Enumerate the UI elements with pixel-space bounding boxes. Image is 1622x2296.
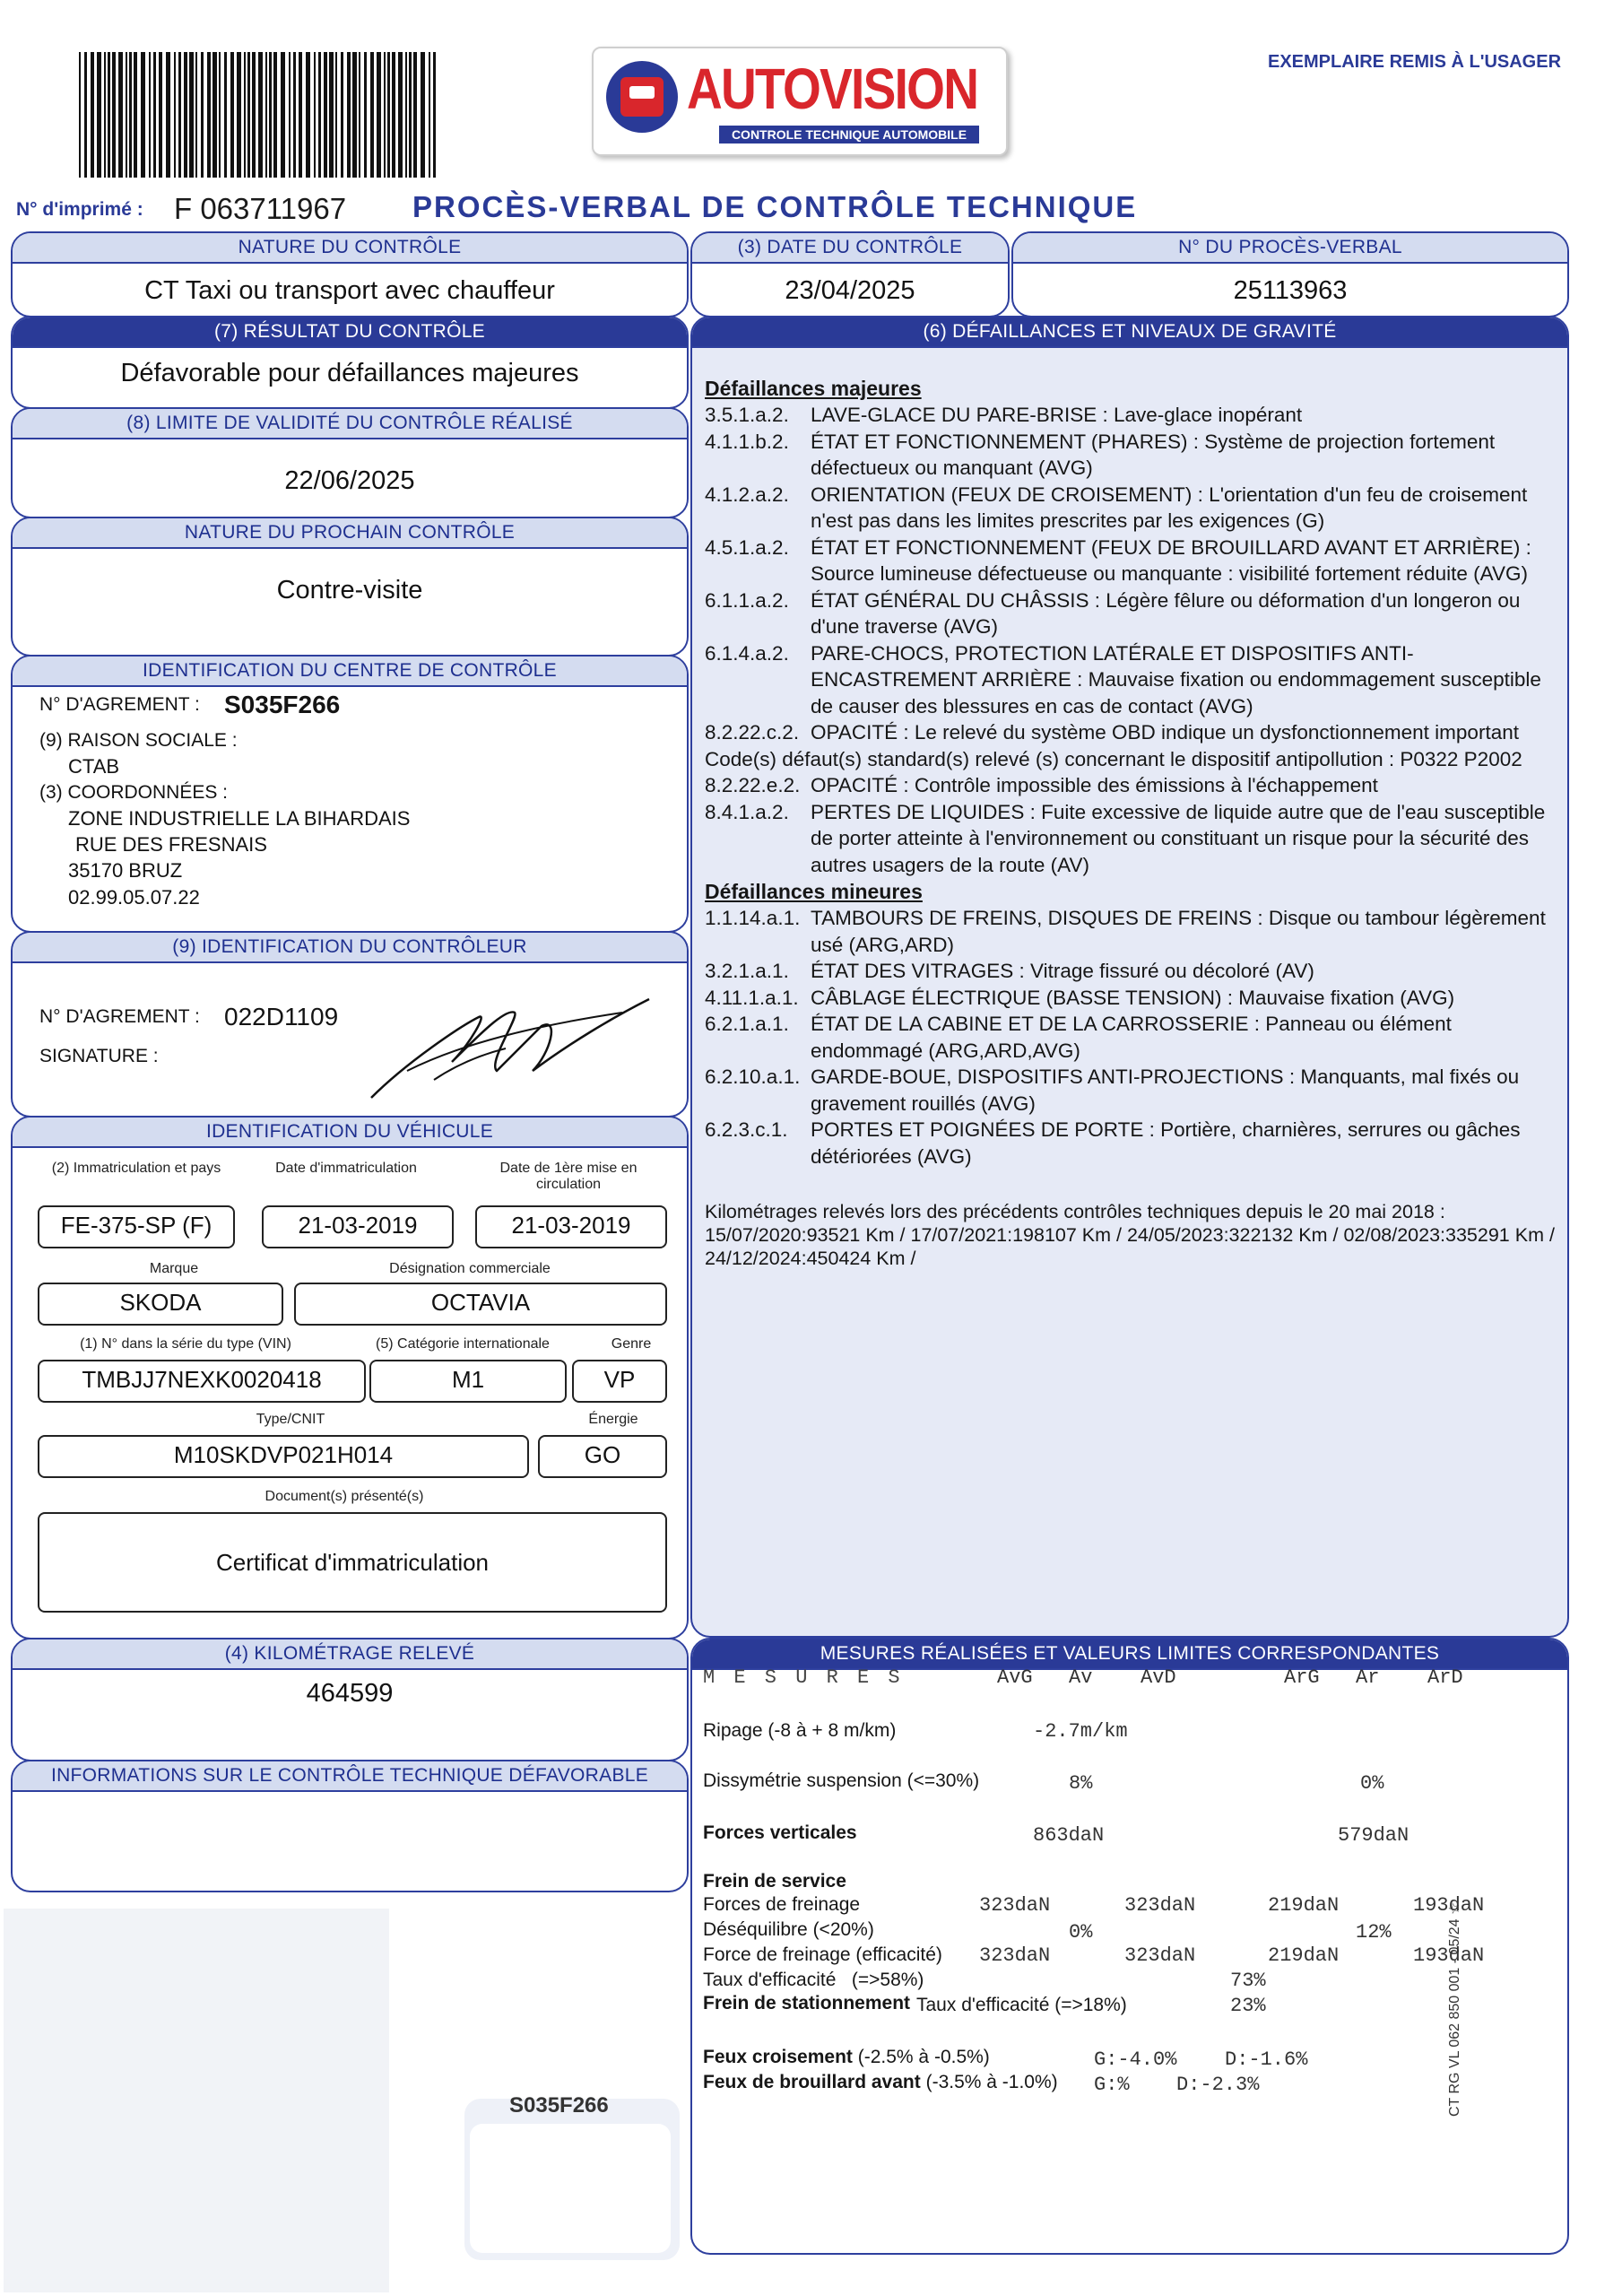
nature-controle-header: NATURE DU CONTRÔLE [13,233,687,264]
ripage-value: -2.7m/km [1033,1720,1128,1743]
defaillance-mineure-code: 1.1.14.a.1. [705,907,801,929]
defaillance-mineure-item [705,985,1557,1012]
defaillance-majeure-item [705,587,1557,640]
stamp-code: S035F266 [509,2093,609,2118]
defaillance-majeure-code: 6.1.4.a.2. [705,641,789,665]
type-label: Type/CNIT [256,1412,325,1427]
defaillance-majeure-code: 3.5.1.a.2. [705,404,789,426]
page-title: PROCÈS-VERBAL DE CONTRÔLE TECHNIQUE [412,190,1138,223]
efficacite-ard: 193daN [1413,1944,1485,1967]
feux-brouillard-limits: (-3.5% à -1.0%) [925,2072,1058,2092]
defaillance-majeure-text: ORIENTATION (FEUX DE CROISEMENT) : L'orientation d'un feu de croisement n'est pas dans les limites prescrites par les exigences (G) [811,483,1528,532]
defaillance-mineure-item [705,1064,1557,1117]
kilometrage-value: 464599 [306,1679,394,1708]
feux-croisement-limits: (-2.5% à -0.5%) [857,2047,990,2067]
defaillance-mineure-code: 4.11.1.a.1. [705,986,799,1009]
defaillance-majeure-item [705,429,1557,482]
feux-brouillard-label [703,2072,1058,2093]
stationnement-taux-label: Taux d'efficacité (=>18%) [916,1995,1127,2015]
resultat-panel [11,316,689,409]
kilometrage-header: (4) KILOMÉTRAGE RELEVÉ [13,1639,687,1670]
autovision-logo [592,47,1008,156]
pv-number-value: 25113963 [1233,276,1348,305]
efficacite-label: Force de freinage (efficacité) [703,1944,942,1965]
feux-croisement-label [703,2047,990,2068]
energie-field: GO [538,1435,667,1478]
defaillance-majeure-text: OPACITÉ : Le relevé du système OBD indique un dysfonctionnement important [811,721,1519,744]
defaillance-mineure-text: GARDE-BOUE, DISPOSITIFS ANTI-PROJECTIONS : Manquants, mal fixés ou gravement rouillés (AVG) [811,1065,1520,1115]
defaillance-majeure-code: 8.2.22.c.2. [705,721,800,744]
feux-brouillard-d: D:-2.3% [1176,2074,1260,2096]
col-ar: Ar [1356,1666,1380,1689]
frein-service-label: Frein de service [703,1871,846,1892]
vin-field: TMBJJ7NEXK0020418 [38,1360,366,1403]
col-avg: AvG [997,1666,1033,1689]
side-reference: CT RG VL 062 850 001 - 05/24 ☆ [1447,1901,1462,2117]
limite-validite-header: (8) LIMITE DE VALIDITÉ DU CONTRÔLE RÉALISÉ [13,409,687,439]
desequilibre-label: Déséquilibre (<20%) [703,1919,874,1940]
defaillance-mineure-code: 6.2.10.a.1. [705,1065,801,1088]
defaillance-majeure-text: ÉTAT ET FONCTIONNEMENT (PHARES) : Système de projection fortement défectueux ou manquant (AVG) [811,430,1496,479]
signature-image [353,972,658,1107]
taux-efficacite-label: Taux d'efficacité (=>58%) [703,1970,924,1990]
forces-verticales-label: Forces verticales [703,1822,857,1843]
defaillance-majeure-code: 8.4.1.a.2. [705,800,789,823]
centre-header: IDENTIFICATION DU CENTRE DE CONTRÔLE [13,657,687,687]
efficacite-avd: 323daN [1124,1944,1196,1967]
forces-verticales-ar: 579daN [1338,1824,1409,1847]
print-number-label: N° d'imprimé : [16,199,143,220]
designation-field: OCTAVIA [294,1283,667,1326]
defaillance-majeure-text: LAVE-GLACE DU PARE-BRISE : Lave-glace inopérant [811,404,1303,426]
forces-freinage-label: Forces de freinage [703,1894,861,1915]
barcode [79,52,436,178]
brand-name: AUTOVISION [687,57,978,121]
col-av: Av [1069,1666,1093,1689]
forces-freinage-arg: 219daN [1268,1894,1340,1917]
majeures-title: Défaillances majeures [705,377,922,400]
date-controle-value: 23/04/2025 [785,276,915,305]
prochain-controle-value: Contre-visite [276,576,423,604]
infos-defavorable-header: INFORMATIONS SUR LE CONTRÔLE TECHNIQUE DÉFAVORABLE [13,1761,687,1792]
defaillance-majeure-text: ÉTAT ET FONCTIONNEMENT (FEUX DE BROUILLARD AVANT ET ARRIÈRE) : Source lumineuse défectueuse ou manquante : visibilité fortement réduite (AVG) [811,535,1531,585]
date-mec-field: 21-03-2019 [475,1205,667,1248]
defaillance-majeure-item [705,799,1557,879]
vehicule-panel [11,1116,689,1639]
defaillance-mineure-item [705,1011,1557,1064]
defaillance-mineure-item [705,905,1557,958]
phone-number: 02.99.05.07.22 [68,886,200,909]
defaillance-mineure-text: CÂBLAGE ÉLECTRIQUE (BASSE TENSION) : Mauvaise fixation (AVG) [811,986,1455,1009]
defaillance-majeure-item [705,482,1557,535]
defaillance-majeure-text: PERTES DE LIQUIDES : Fuite excessive de liquide autre que de l'eau susceptible de porter atteinte à l'environnement ou constituant un risque pour la sécurité des autres usagers de la route (AV) [811,800,1546,876]
forces-verticales-av: 863daN [1033,1824,1105,1847]
genre-field: VP [572,1360,667,1403]
date-immat-label: Date d'immatriculation [275,1161,417,1176]
raison-sociale-label: (9) RAISON SOCIALE : [39,730,238,751]
defaillance-majeure-text: OPACITÉ : Contrôle impossible des émissions à l'échappement [811,774,1378,796]
desequilibre-ar: 12% [1356,1921,1392,1944]
defaillance-majeure-code: 8.2.22.e.2. [705,774,801,796]
col-avd: AvD [1141,1666,1176,1689]
majeures-suite-list [705,772,1557,878]
defaillance-majeure-code: 4.5.1.a.2. [705,535,789,559]
dissym-av: 8% [1069,1772,1093,1795]
centre-panel [11,655,689,933]
pv-number-panel [1011,231,1569,317]
mesures-col-head: M E S U R E S [703,1666,904,1689]
defaillance-majeure-text: ÉTAT GÉNÉRAL DU CHÂSSIS : Légère fêlure ou déformation d'un longeron ou d'une traverse (AVG) [811,588,1521,638]
defaillance-majeure-item [705,772,1557,799]
prochain-controle-panel [11,517,689,657]
documents-value: Certificat d'immatriculation [215,1549,490,1576]
documents-field [38,1512,667,1613]
defaillance-mineure-item [705,1117,1557,1170]
signature-label: SIGNATURE : [39,1046,159,1066]
infos-defavorable-panel [11,1760,689,1892]
categorie-label: (5) Catégorie internationale [376,1336,550,1352]
defaillance-majeure-item [705,402,1557,429]
designation-label: Désignation commerciale [389,1261,551,1276]
kilometrages-history: Kilométrages relevés lors des précédents contrôles techniques depuis le 20 mai 2018 : 15/07/2020:93521 Km / 17/07/2021:198107 Km / 24/05/2023:322132 Km / 02/08/2023:335291 Km / 24/12/2024:450424 Km / [705,1201,1555,1269]
desequilibre-av: 0% [1069,1921,1093,1944]
defaillance-majeure-item [705,640,1557,720]
date-immat-field: 21-03-2019 [262,1205,454,1248]
nature-controle-panel [11,231,689,317]
blank-area [4,1909,389,2292]
marque-label: Marque [149,1261,199,1276]
print-number: F 063711967 [174,192,347,225]
feux-croisement-d: D:-1.6% [1225,2048,1308,2071]
defaillance-mineure-code: 6.2.3.c.1. [705,1118,788,1141]
antipollution-note: Code(s) défaut(s) standard(s) relevé (s) concernant le dispositif antipollution : P0322 P2002 [705,747,1522,770]
energie-label: Énergie [588,1412,638,1427]
brand-tagline: CONTROLE TECHNIQUE AUTOMOBILE [719,126,979,144]
genre-label: Genre [611,1336,652,1352]
mineures-title: Défaillances mineures [705,880,923,903]
address-line-2: RUE DES FRESNAIS [75,833,267,856]
vehicule-header: IDENTIFICATION DU VÉHICULE [13,1118,687,1148]
feux-croisement-g: G:-4.0% [1094,2048,1177,2071]
immat-field: FE-375-SP (F) [38,1205,235,1248]
controleur-agrement-value: 022D1109 [224,1003,339,1031]
resultat-header: (7) RÉSULTAT DU CONTRÔLE [13,317,687,348]
date-mec-label: Date de 1ère mise en circulation [499,1161,638,1192]
raison-sociale-value: CTAB [68,755,120,778]
defaillance-mineure-item [705,958,1557,985]
copy-note: EXEMPLAIRE REMIS À L'USAGER [1268,52,1562,72]
documents-label: Document(s) présenté(s) [265,1489,424,1504]
defaillance-majeure-code: 6.1.1.a.2. [705,588,789,612]
kilometrage-panel [11,1638,689,1761]
defaillances-panel [690,316,1569,1638]
feux-croisement-name: Feux croisement [703,2047,853,2067]
ripage-label: Ripage (-8 à + 8 m/km) [703,1720,897,1741]
defaillances-list [705,375,1557,1270]
address-line-3: 35170 BRUZ [68,859,183,882]
defaillance-mineure-text: TAMBOURS DE FREINS, DISQUES DE FREINS : Disque ou tambour légèrement usé (ARG,ARD) [811,907,1546,956]
nature-controle-value: CT Taxi ou transport avec chauffeur [144,276,555,305]
vin-label: (1) N° dans la série du type (VIN) [80,1336,291,1352]
resultat-value: Défavorable pour défaillances majeures [120,359,579,387]
marque-field: SKODA [38,1283,283,1326]
stamp-box [464,2093,680,2260]
date-controle-panel [690,231,1010,317]
dissym-label: Dissymétrie suspension (<=30%) [703,1770,980,1791]
controleur-header: (9) IDENTIFICATION DU CONTRÔLEUR [13,933,687,963]
defaillance-majeure-item [705,535,1557,587]
centre-agrement-label: N° D'AGREMENT : [39,694,200,715]
centre-agrement-value: S035F266 [224,691,341,718]
defaillance-majeure-item [705,719,1557,746]
immat-label: (2) Immatriculation et pays [51,1161,221,1176]
controleur-panel [11,931,689,1118]
defaillance-majeure-text: PARE-CHOCS, PROTECTION LATÉRALE ET DISPOSITIFS ANTI-ENCASTREMENT ARRIÈRE : Mauvaise fixation ou endommagement susceptible de causer des blessures en cas de contact (AVG) [811,641,1541,718]
defaillance-mineure-text: ÉTAT DES VITRAGES : Vitrage fissuré ou décoloré (AV) [811,960,1314,982]
type-field: M10SKDVP021H014 [38,1435,529,1478]
feux-brouillard-g: G:% [1094,2074,1130,2096]
prochain-controle-header: NATURE DU PROCHAIN CONTRÔLE [13,518,687,549]
pv-number-header: N° DU PROCÈS-VERBAL [1013,233,1567,264]
defaillance-mineure-text: ÉTAT DE LA CABINE ET DE LA CARROSSERIE : Panneau ou élément endommagé (ARG,ARD,AVG) [811,1013,1452,1062]
forces-freinage-avd: 323daN [1124,1894,1196,1917]
defaillance-majeure-code: 4.1.1.b.2. [705,430,789,453]
logo-emblem-icon [606,61,678,133]
stationnement-taux-value: 23% [1230,1995,1266,2017]
defaillance-mineure-code: 3.2.1.a.1. [705,960,789,982]
defaillance-mineure-code: 6.2.1.a.1. [705,1013,789,1035]
forces-freinage-avg: 323daN [979,1894,1051,1917]
col-ard: ArD [1427,1666,1463,1689]
limite-validite-value: 22/06/2025 [284,466,415,495]
limite-validite-panel [11,407,689,518]
defaillances-header: (6) DÉFAILLANCES ET NIVEAUX DE GRAVITÉ [692,317,1567,348]
taux-efficacite-value: 73% [1230,1970,1266,1992]
controleur-agrement-label: N° D'AGREMENT : [39,1006,200,1027]
majeures-list [705,402,1557,746]
mesures-header: MESURES RÉALISÉES ET VALEURS LIMITES CORRESPONDANTES [692,1639,1567,1670]
efficacite-avg: 323daN [979,1944,1051,1967]
efficacite-arg: 219daN [1268,1944,1340,1967]
col-arg: ArG [1284,1666,1320,1689]
categorie-field: M1 [369,1360,567,1403]
frein-stationnement-label: Frein de stationnement [703,1993,911,2013]
mesures-panel [690,1638,1569,2255]
defaillance-mineure-text: PORTES ET POIGNÉES DE PORTE : Portière, charnières, serrures ou gâches détériorées (AVG) [811,1118,1521,1168]
forces-freinage-ard: 193daN [1413,1894,1485,1917]
coordonnees-label: (3) COORDONNÉES : [39,782,229,803]
dissym-ar: 0% [1360,1772,1384,1795]
address-line-1: ZONE INDUSTRIELLE LA BIHARDAIS [68,807,411,830]
date-controle-header: (3) DATE DU CONTRÔLE [692,233,1008,264]
feux-brouillard-name: Feux de brouillard avant [703,2072,921,2092]
mineures-list [705,905,1557,1170]
defaillance-majeure-code: 4.1.2.a.2. [705,483,789,506]
